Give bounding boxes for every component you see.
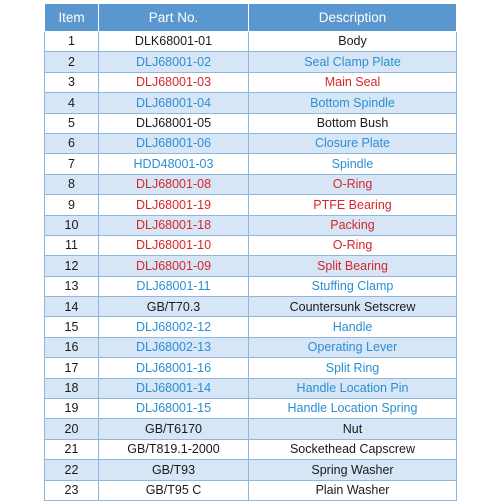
item-cell: 15 [45,317,99,337]
item-cell: 19 [45,399,99,419]
description-cell: PTFE Bearing [249,195,457,215]
part-no-cell: GB/T6170 [99,419,249,439]
part-no-cell: DLJ68001-16 [99,358,249,378]
part-no-cell: DLJ68001-04 [99,93,249,113]
parts-table [44,3,457,501]
description-cell: Packing [249,215,457,235]
item-cell: 6 [45,133,99,153]
item-cell: 12 [45,256,99,276]
table-row [45,72,457,92]
table-row [45,52,457,72]
table-row [45,378,457,398]
description-cell: Bottom Spindle [249,93,457,113]
description-cell: Split Ring [249,358,457,378]
description-cell: Stuffing Clamp [249,276,457,296]
part-no-cell: DLK68001-01 [99,32,249,52]
part-no-cell: DLJ68001-11 [99,276,249,296]
description-cell: Nut [249,419,457,439]
table-row [45,174,457,194]
part-no-cell: GB/T70.3 [99,297,249,317]
table-row [45,133,457,153]
description-cell: Bottom Bush [249,113,457,133]
part-no-cell: GB/T95 C [99,480,249,500]
description-cell: Main Seal [249,72,457,92]
header-part-no: Part No. [99,4,249,32]
part-no-cell: DLJ68002-12 [99,317,249,337]
part-no-cell: DLJ68001-15 [99,399,249,419]
table-row [45,439,457,459]
table-row [45,297,457,317]
part-no-cell: DLJ68001-02 [99,52,249,72]
part-no-cell: DLJ68001-18 [99,215,249,235]
table-row [45,276,457,296]
description-cell: Seal Clamp Plate [249,52,457,72]
item-cell: 1 [45,32,99,52]
table-row [45,358,457,378]
item-cell: 10 [45,215,99,235]
item-cell: 2 [45,52,99,72]
part-no-cell: DLJ68001-09 [99,256,249,276]
table-header-row [45,4,457,32]
table-row [45,215,457,235]
item-cell: 13 [45,276,99,296]
table-row [45,419,457,439]
description-cell: Handle [249,317,457,337]
part-no-cell: DLJ68001-10 [99,235,249,255]
item-cell: 21 [45,439,99,459]
item-cell: 23 [45,480,99,500]
item-cell: 5 [45,113,99,133]
description-cell: Spring Washer [249,460,457,480]
description-cell: Plain Washer [249,480,457,500]
description-cell: Body [249,32,457,52]
table-row [45,154,457,174]
table-row [45,195,457,215]
table-row [45,113,457,133]
item-cell: 7 [45,154,99,174]
header-item: Item [45,4,99,32]
part-no-cell: DLJ68001-14 [99,378,249,398]
table-row [45,32,457,52]
item-cell: 8 [45,174,99,194]
description-cell: Split Bearing [249,256,457,276]
description-cell: Handle Location Pin [249,378,457,398]
header-description: Description [249,4,457,32]
description-cell: Countersunk Setscrew [249,297,457,317]
part-no-cell: DLJ68001-03 [99,72,249,92]
part-no-cell: GB/T93 [99,460,249,480]
table-body [45,32,457,501]
item-cell: 4 [45,93,99,113]
item-cell: 16 [45,337,99,357]
part-no-cell: DLJ68002-13 [99,337,249,357]
description-cell: Spindle [249,154,457,174]
item-cell: 11 [45,235,99,255]
table-row [45,399,457,419]
item-cell: 9 [45,195,99,215]
item-cell: 3 [45,72,99,92]
item-cell: 22 [45,460,99,480]
part-no-cell: DLJ68001-06 [99,133,249,153]
table-row [45,93,457,113]
table-row [45,460,457,480]
description-cell: Closure Plate [249,133,457,153]
description-cell: O-Ring [249,235,457,255]
table-row [45,317,457,337]
item-cell: 18 [45,378,99,398]
item-cell: 20 [45,419,99,439]
description-cell: Sockethead Capscrew [249,439,457,459]
table-row [45,480,457,500]
table-row [45,337,457,357]
parts-list [44,3,456,501]
description-cell: Operating Lever [249,337,457,357]
item-cell: 17 [45,358,99,378]
part-no-cell: HDD48001-03 [99,154,249,174]
part-no-cell: DLJ68001-19 [99,195,249,215]
table-row [45,235,457,255]
table-row [45,256,457,276]
description-cell: Handle Location Spring [249,399,457,419]
description-cell: O-Ring [249,174,457,194]
item-cell: 14 [45,297,99,317]
part-no-cell: DLJ68001-08 [99,174,249,194]
part-no-cell: GB/T819.1-2000 [99,439,249,459]
part-no-cell: DLJ68001-05 [99,113,249,133]
